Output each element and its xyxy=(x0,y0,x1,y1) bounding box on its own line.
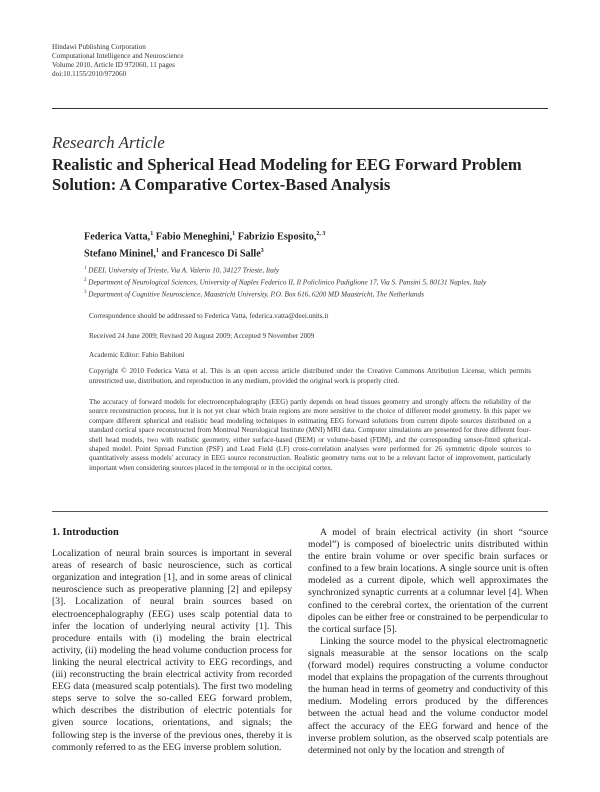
correspondence: Correspondence should be addressed to Federica Vatta, federica.vatta@deei.units.it xyxy=(89,312,329,320)
body-paragraph: A model of brain electrical activity (in short “source model”) is composed of bioelectric units distributed within the entire brain volume or over specific brain surfaces or confined to a few brain locations. A single source unit is often modeled as a current dipole, which well approximates the synchronized synaptic currents at a columnar level [4]. When confined to the cerebral cortex, the orientation of the current dipoles can be either free or constrained to be perpendicular to the cortical surface [5]. xyxy=(308,527,548,635)
doi: doi:10.1155/2010/972060 xyxy=(52,70,127,78)
volume-info: Volume 2010, Article ID 972060, 11 pages xyxy=(52,61,175,69)
right-column xyxy=(308,527,548,757)
affiliation-number: 3 xyxy=(84,289,87,295)
author-affil-mark: 1 xyxy=(232,231,236,237)
abstract: The accuracy of forward models for electroencephalography (EEG) partly depends on head tissues geometry and strongly affects the reliability of the source reconstruction process, but it is not yet clear which brain regions are more sensitive to the choice of different model geometry. In this paper we compare different spherical and realistic head modeling techniques in estimating EEG forward solutions from current dipole sources distributed on a standard cortical space reconstructed from Montreal Neurological Institute (MNI) MRI data. Computer simulations are presented for three different four-shell head models, two with realistic geometry, either surface-based (BEM) or volume-based (FDM), and the corresponding sensor-fitted spherical-shaped model. Point Spread Function (PSF) and Lead Field (LF) cross-correlation analyses were performed for 26 symmetric dipole sources to quantitatively assess models' accuracy in EEG source reconstruction. Realistic geometry turns out to be a relevant factor of improvement, particularly important when considering sources placed in the temporal or in the occipital cortex. xyxy=(89,398,531,472)
article-type: Research Article xyxy=(52,133,165,152)
affiliation-item xyxy=(84,264,544,276)
affiliation-text: DEEI, University of Trieste, Via A. Valerio 10, 34127 Trieste, Italy xyxy=(88,266,280,275)
copyright-notice: Copyright © 2010 Federica Vatta et al. This is an open access article distributed under the Creative Commons Attribution License, which permits unrestricted use, distribution, and reproduction in any medium, provided the original work is properly cited. xyxy=(89,367,531,385)
journal-name: Computational Intelligence and Neuroscience xyxy=(52,52,184,60)
author-name: Federica Vatta, xyxy=(84,231,151,243)
author-affil-mark: 1 xyxy=(155,248,159,255)
affiliation-text: Department of Cognitive Neuroscience, Maastricht University, P.O. Box 616, 6200 MD Maastricht, The Netherlands xyxy=(88,290,424,299)
affiliation-text: Department of Neurological Sciences, University of Naples Federico II, Il Policlinico Padiglione 17, Via S. Pansini 5, 80131 Naples, Italy xyxy=(88,278,487,287)
author-list xyxy=(84,227,524,262)
affiliation-item xyxy=(84,276,544,288)
affiliation-item xyxy=(84,288,544,300)
abstract-divider xyxy=(52,511,548,512)
journal-header xyxy=(52,43,184,79)
affiliations xyxy=(84,264,544,300)
body-paragraph: Linking the source model to the physical electromagnetic signals measurable at the sensor locations on the scalp (forward model) requires constructing a volume conductor model that explains the propagation of the currents throughout the human head in terms of geometry and conductivity of this medium. Modeling errors produced by the differences between the actual head and the volume conductor model affect the accuracy of the EEG forward and hence of the inverse problem solution, as the observed scalp potentials are determined not only by the location and strength of xyxy=(308,635,548,756)
left-column xyxy=(52,527,292,754)
affiliation-number: 1 xyxy=(84,266,87,271)
header-divider xyxy=(52,108,548,109)
publisher: Hindawi Publishing Corporation xyxy=(52,43,146,51)
article-dates: Received 24 June 2009; Revised 20 August 2009; Accepted 9 November 2009 xyxy=(89,332,315,340)
author-name: Stefano Mininel, xyxy=(84,248,156,260)
affiliation-number: 2 xyxy=(84,277,87,283)
article-title: Realistic and Spherical Head Modeling for EEG Forward Problem Solution: A Comparative Cortex-Based Analysis xyxy=(52,155,522,194)
author-name: Fabrizio Esposito, xyxy=(235,231,317,243)
section-heading: 1. Introduction xyxy=(52,527,119,538)
academic-editor: Academic Editor: Fabio Babiloni xyxy=(89,351,185,359)
author-name: and Francesco Di Salle xyxy=(158,248,261,260)
author-name: Fabio Meneghini, xyxy=(153,231,233,243)
author-affil-mark: 1 xyxy=(150,231,154,237)
body-paragraph: Localization of neural brain sources is important in several areas of research of basic neuroscience, such as cortical organization and integration [1], and in some areas of clinical neuroscience such as preoperative planning [2] and epilepsy [3]. Localization of neural brain sources based on electroencephalography (EEG) uses scalp potential data to infer the location of underlying neural activity [1]. This procedure entails with (i) modeling the brain electrical activity, (ii) modeling the head volume conduction process for linking the neural electrical activity to EEG recordings, and (iii) reconstructing the brain electrical activity from recorded EEG data (measured scalp potentials). The first two modeling steps serve to solve the so-called EEG forward problem, which describes the distribution of electric potentials for given source locations, orientations, and signals; the following step is the inverse of the previous ones, thereby it is commonly referred to as the EEG inverse problem solution. xyxy=(52,548,292,753)
author-affil-mark: 2, 3 xyxy=(316,231,326,237)
author-affil-mark: 3 xyxy=(260,248,264,255)
